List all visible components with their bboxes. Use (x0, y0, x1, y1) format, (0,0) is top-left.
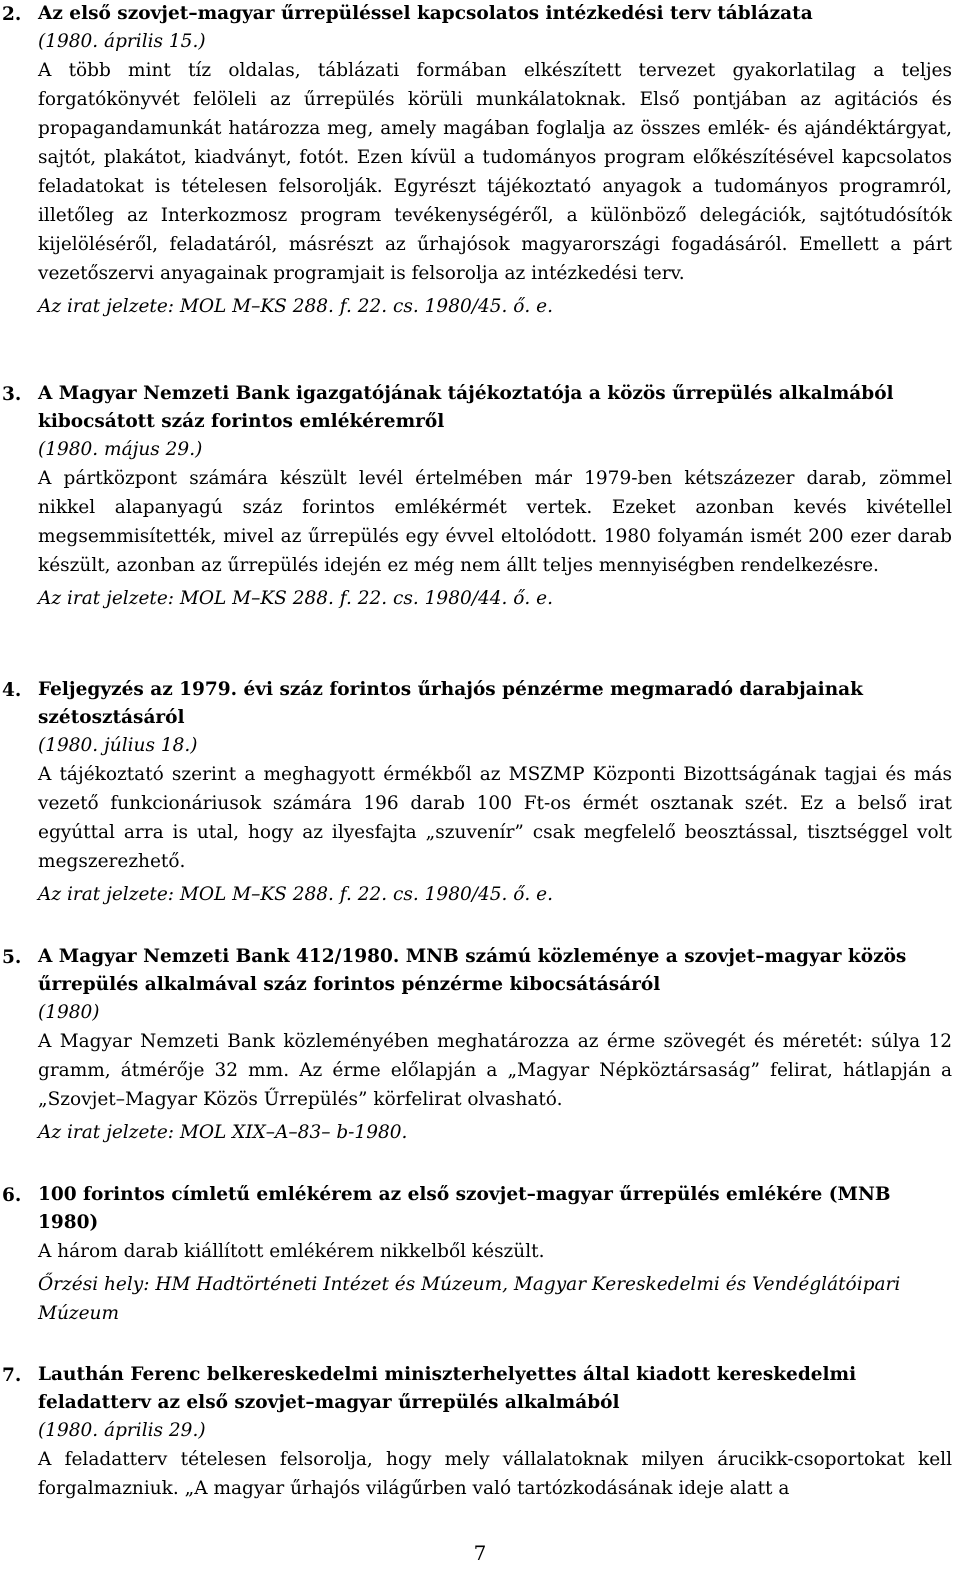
entry-3 (0, 380, 960, 613)
entry-number: 4. (2, 680, 22, 701)
entry-title: Lauthán Ferenc belkereskedelmi miniszterhelyettes által kiadott kereskedelmi feladatterv az első szovjet–magyar űrrepülés alkalmából (38, 1364, 857, 1413)
page-number: 7 (473, 1541, 487, 1565)
entry-number: 3. (2, 384, 22, 405)
entry-2 (0, 0, 960, 321)
entry-body: A pártközpont számára készült levél értelmében már 1979-ben kétszázezer darab, zömmel nikkel alapanyagú száz forintos emlékérmét vertek. Ezeket azonban kevés kivétellel megsemmisítették, mivel az űrrepülés egy évvel eltolódott. 1980 folyamán ismét 200 ezer darab készült, azonban az űrrepülés idején ez még nem állt teljes mennyiségben rendelkezésre. (38, 468, 952, 576)
entry-body: A tájékoztató szerint a meghagyott érmékből az MSZMP Központi Bizottságának tagjai és más vezető funkcionáriusok számára 196 darab 100 Ft-os érmét osztanak szét. Ez a belső irat egyúttal arra is utal, hogy az ilyesfajta „szuvenír” csak megfelelő beosztással, tisztséggel volt megszerezhető. (38, 764, 952, 872)
entry-4 (0, 676, 960, 909)
entry-title: Feljegyzés az 1979. évi száz forintos űrhajós pénzérme megmaradó darabjainak szétosztásáról (38, 679, 863, 728)
entry-reference: Őrzési hely: HM Hadtörténeti Intézet és Múzeum, Magyar Kereskedelmi és Vendéglátóipari Múzeum (38, 1274, 901, 1324)
entry-reference: Az irat jelzete: MOL M–KS 288. f. 22. cs. 1980/45. ő. e. (38, 296, 554, 317)
entry-body: A három darab kiállított emlékérem nikkelből készült. (38, 1241, 545, 1262)
entry-reference: Az irat jelzete: MOL XIX–A–83– b-1980. (38, 1122, 408, 1143)
entry-date: (1980. április 29.) (38, 1420, 206, 1441)
entry-title: A Magyar Nemzeti Bank igazgatójának tájékoztatója a közös űrrepülés alkalmából kibocsátott száz forintos emlékéremről (38, 383, 894, 432)
entry-date: (1980. április 15.) (38, 31, 206, 52)
entry-title: A Magyar Nemzeti Bank 412/1980. MNB számú közleménye a szovjet–magyar közös űrrepülés alkalmával száz forintos pénzérme kibocsátásáról (38, 946, 907, 995)
entry-reference: Az irat jelzete: MOL M–KS 288. f. 22. cs. 1980/44. ő. e. (38, 588, 554, 609)
entry-body: A több mint tíz oldalas, táblázati formában elkészített tervezet gyakorlatilag a teljes forgatókönyvét felöleli az űrrepülés körüli munkálatoknak. Első pontjában az agitációs és propagandamunkát határozza meg, amely magában foglalja az összes emlék- és ajándéktárgyat, sajtót, plakátot, kiadványt, fotót. Ezen kívül a tudományos program előkészítésével kapcsolatos feladatokat is tételesen felsorolják. Egyrészt tájékoztató anyagok a tudományos programról, illetőleg az Interkozmosz program tevékenységéről, a különböző delegációk, sajtótudósítók kijelöléséről, feladatáról, másrészt az űrhajósok magyarországi fogadásáról. Emellett a párt vezetőszervi anyagainak programjait is felsorolja az intézkedési terv. (38, 60, 952, 284)
entry-number: 2. (2, 4, 22, 25)
entry-5 (0, 943, 960, 1147)
entry-title: Az első szovjet–magyar űrrepüléssel kapcsolatos intézkedési terv táblázata (38, 3, 813, 24)
entry-date: (1980) (38, 1002, 100, 1023)
entry-title: 100 forintos címletű emlékérem az első szovjet–magyar űrrepülés emlékére (MNB 1980) (38, 1184, 891, 1233)
entry-date: (1980. július 18.) (38, 735, 198, 756)
entry-body: A feladatterv tételesen felsorolja, hogy mely vállalatoknak milyen árucikk-csoportokat kell forgalmazniuk. „A magyar űrhajós világűrben való tartózkodásának ideje alatt a (38, 1449, 952, 1499)
entry-7 (0, 1361, 960, 1503)
entry-number: 6. (2, 1185, 22, 1206)
entry-body: A Magyar Nemzeti Bank közleményében meghatározza az érme szövegét és méretét: súlya 12 gramm, átmérője 32 mm. Az érme előlapján a „Magyar Népköztársaság” felirat, hátlapján a „Szovjet–Magyar Közös Űrrepülés” körfelirat olvasható. (38, 1031, 952, 1110)
entry-reference: Az irat jelzete: MOL M–KS 288. f. 22. cs. 1980/45. ő. e. (38, 884, 554, 905)
entry-number: 5. (2, 947, 22, 968)
entry-date: (1980. május 29.) (38, 439, 203, 460)
entry-number: 7. (2, 1365, 22, 1386)
entry-6 (0, 1181, 960, 1328)
